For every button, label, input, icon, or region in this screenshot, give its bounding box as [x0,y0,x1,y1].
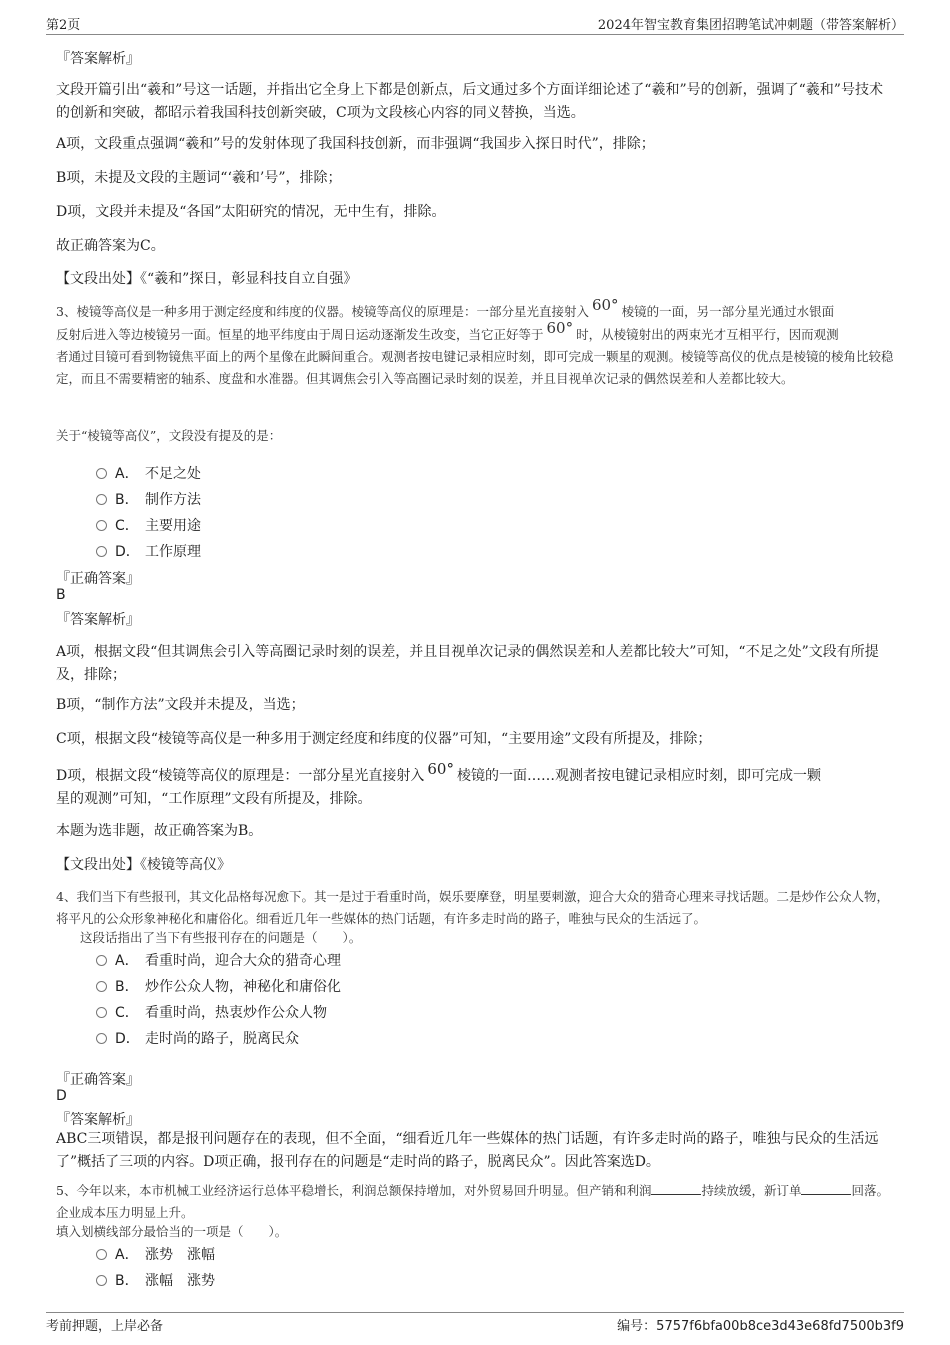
source-citation: 【文段出处】《“羲和”探日，彰显科技自立自强》 [56,271,358,287]
correct-answer-label: 『正确答案』 [56,1072,140,1088]
q3-option-b[interactable]: B． 制作方法 [96,489,201,509]
analysis-paragraph: 文段开篇引出“羲和”号这一话题，并指出它全身上下都是创新点，后文通过多个方面详细论述了“羲和”号的创新，强调了“羲和”号技术的创新和突破，都昭示着我国科技创新突破，C项为文段核心内容的同义替换，当选。 [56,82,883,121]
q5-option-a[interactable]: A． 涨势 涨幅 [96,1244,215,1264]
blank-line [801,1182,851,1195]
correct-answer-label: 『正确答案』 [56,571,140,587]
q4-analysis: ABC三项错误，都是报刊问题存在的表现，但不全面，“细看近几年一些媒体的热门话题，有许多走时尚的路子，唯独与民众的生活远了”概括了三项的内容。D项正确，报刊存在的问题是“走时尚的路子，脱离民众”。因此答案选D。 [56,1131,879,1170]
radio-icon[interactable] [96,494,107,505]
question-5-prompt: 填入划横线部分最恰当的一项是（ ）。 [56,1224,288,1239]
question-4-prompt: 这段话指出了当下有些报刊存在的问题是（ ）。 [80,930,362,945]
q3-analysis-c: C项，根据文段“棱镜等高仪是一种多用于测定经度和纬度的仪器”可知，“主要用途”文段有所提及，排除； [56,731,712,747]
q3-text-part1: 3、棱镜等高仪是一种多用于测定经度和纬度的仪器。棱镜等高仪的原理是：一部分星光直接射入 [56,304,589,319]
radio-icon[interactable] [96,981,107,992]
question-4-text: 4、我们当下有些报刊，其文化品格每况愈下。其一是过于看重时尚，娱乐要摩登，明星要刺激，迎合大众的猎奇心理来寻找话题。二是炒作公众人物，将平凡的公众形象神秘化和庸俗化。细看近几年一些媒体的热门话题，有许多走时尚的路子，唯独与民众的生活远了。 [56,889,889,926]
radio-icon[interactable] [96,468,107,479]
page-header [46,14,904,35]
q3-option-d[interactable]: D． 工作原理 [96,541,201,561]
q3-text-rest: 者通过目镜可看到物镜焦平面上的两个星像在此瞬间重合。观测者按电键记录相应时刻，即可完成一颗星的观测。棱镜等高仪的优点是棱镜的棱角比较稳定，而且不需要精密的轴系、度盘和水准器。但其调焦会引入等高圈记录时刻的误差，并且目视单次记录的偶然误差和人差都比较大。 [56,349,894,386]
footer-slogan: 考前押题，上岸必备 [46,1319,164,1334]
page-number: 第2页 [46,18,81,33]
document-title: 2024年智宝教育集团招聘笔试冲刺题（带答案解析） [597,18,904,33]
angle-60: 60° [427,760,454,778]
angle-60: 60° [546,319,574,337]
analysis-option-d: D项，文段并未提及“各国”太阳研究的情况，无中生有，排除。 [56,204,446,220]
q5-option-b[interactable]: B． 涨幅 涨势 [96,1270,215,1290]
q3-analysis-d: D项，根据文段“棱镜等高仪的原理是：一部分星光直接射入 60° 棱镜的一面……观测者按电键记录相应时刻，即可完成一颗 星的观测”可知，“工作原理”文段有所提及，排除。 [56,760,821,807]
question-3-text [56,296,896,390]
q3-analysis-a: A项，根据文段“但其调焦会引入等高圈记录时刻的误差，并且目视单次记录的偶然误差和人差都比较大”可知，“不足之处”文段有所提及，排除； [56,644,879,683]
q4-option-c[interactable]: C． 看重时尚，热衷炒作公众人物 [96,1002,327,1022]
q3-option-a[interactable]: A． 不足之处 [96,463,201,483]
q3-option-c[interactable]: C． 主要用途 [96,515,201,535]
analysis-label: 『答案解析』 [56,1112,140,1128]
analysis-label: 『答案解析』 [56,612,140,628]
correct-answer: D [56,1088,67,1104]
q3-text-part2: 棱镜的一面，另一部分星光通过水银面 [621,304,835,319]
q3-line2-part2: 时，从棱镜射出的两束光才互相平行，因而观测 [576,327,839,342]
q4-option-a[interactable]: A． 看重时尚，迎合大众的猎奇心理 [96,950,341,970]
radio-icon[interactable] [96,1007,107,1018]
q4-option-b[interactable]: B． 炒作公众人物，神秘化和庸俗化 [96,976,341,996]
radio-icon[interactable] [96,1275,107,1286]
blank-line [651,1182,701,1195]
analysis-label: 『答案解析』 [56,51,140,67]
radio-icon[interactable] [96,1033,107,1044]
conclusion: 本题为选非题，故正确答案为B。 [56,823,263,839]
source-citation: 【文段出处】《棱镜等高仪》 [56,857,231,873]
q3-analysis-b: B项，“制作方法”文段并未提及，当选； [56,697,305,713]
document-id: 编号：5757f6bfa00b8ce3d43e68fd7500b3f9 [617,1319,904,1334]
radio-icon[interactable] [96,1249,107,1260]
analysis-option-b: B项，未提及文段的主题词“‘羲和’号”，排除； [56,170,342,186]
q3-line2-part1: 反射后进入等边棱镜另一面。恒星的地平纬度由于周日运动逐渐发生改变，当它正好等于 [56,327,544,342]
radio-icon[interactable] [96,520,107,531]
page-footer [46,1312,904,1334]
correct-answer: B [56,587,66,603]
conclusion: 故正确答案为C。 [56,238,165,254]
question-5-text: 5、今年以来，本市机械工业经济运行总体平稳增长，利润总额保持增加，对外贸易回升明显。但产销和利润 持续放缓，新订单 回落。企业成本压力明显上升。 [56,1183,889,1220]
q4-option-d[interactable]: D． 走时尚的路子，脱离民众 [96,1028,299,1048]
angle-60: 60° [591,296,619,314]
question-3-prompt: 关于“棱镜等高仪”，文段没有提及的是： [56,428,282,443]
radio-icon[interactable] [96,955,107,966]
analysis-option-a: A项，文段重点强调“羲和”号的发射体现了我国科技创新，而非强调“我国步入探日时代”，排除； [56,136,655,152]
radio-icon[interactable] [96,546,107,557]
